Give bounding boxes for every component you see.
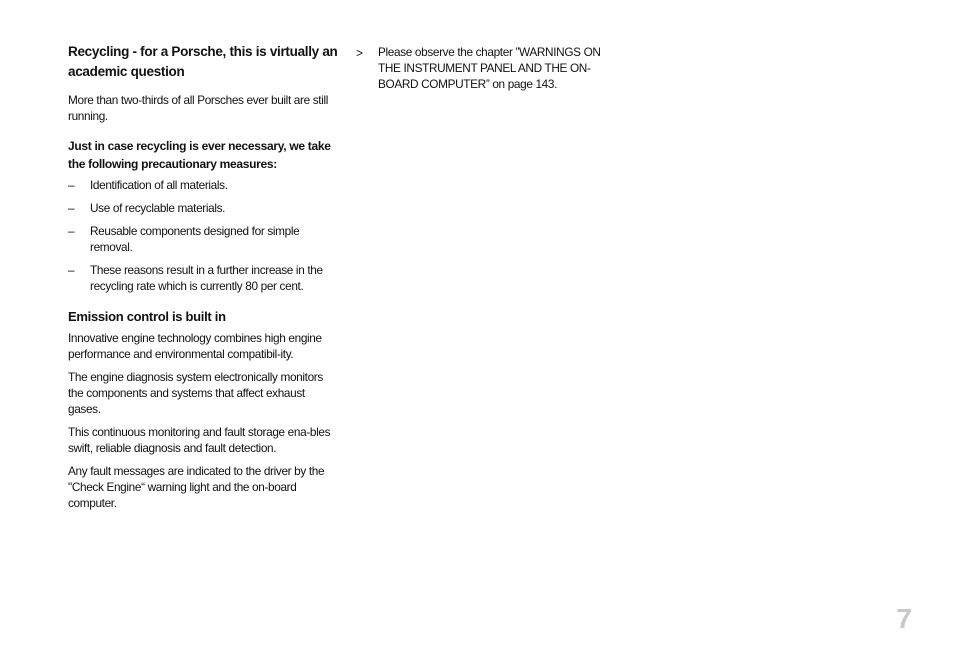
emission-paragraph: Any fault messages are indicated to the driver by the "Check Engine“ warning light and the on-board computer. (68, 464, 325, 510)
emission-heading: Emission control is built in (68, 309, 226, 324)
arrow-marker-icon: > (356, 46, 363, 60)
note-text: Please observe the chapter ”WARNINGS ON THE INSTRUMENT PANEL AND THE ON-BOARD COMPUTER” on page 143. (378, 45, 601, 91)
page-number: 7 (896, 603, 912, 634)
list-item (68, 177, 340, 193)
recycling-intro: More than two-thirds of all Porsches ever built are still running. (68, 93, 329, 123)
measures-list (68, 177, 340, 294)
list-item (68, 223, 340, 255)
list-item-text: Use of recyclable materials. (90, 201, 226, 215)
measures-heading: Just in case recycling is ever necessary, we take the following precautionary measures: (68, 139, 331, 171)
dash-marker: – (68, 201, 75, 215)
emission-paragraph: Innovative engine technology combines high engine performance and environmental compatibil-ity. (68, 331, 322, 361)
emission-paragraph: The engine diagnosis system electronically monitors the components and systems that affect exhaust gases. (68, 370, 323, 416)
list-item (68, 200, 340, 216)
list-item-text: Reusable components designed for simple removal. (90, 224, 300, 254)
dash-marker: – (68, 263, 75, 277)
left-column (68, 42, 340, 518)
list-item (68, 262, 340, 294)
right-column (356, 44, 606, 92)
recycling-heading: Recycling - for a Porsche, this is virtually an academic question (68, 44, 338, 79)
dash-marker: – (68, 224, 75, 238)
list-item-text: Identification of all materials. (90, 178, 228, 192)
dash-marker: – (68, 178, 75, 192)
cross-reference-note (356, 44, 606, 92)
list-item-text: These reasons result in a further increase in the recycling rate which is currently 80 per cent. (90, 263, 323, 293)
emission-paragraph: This continuous monitoring and fault storage ena-bles swift, reliable diagnosis and fault detection. (68, 425, 331, 455)
